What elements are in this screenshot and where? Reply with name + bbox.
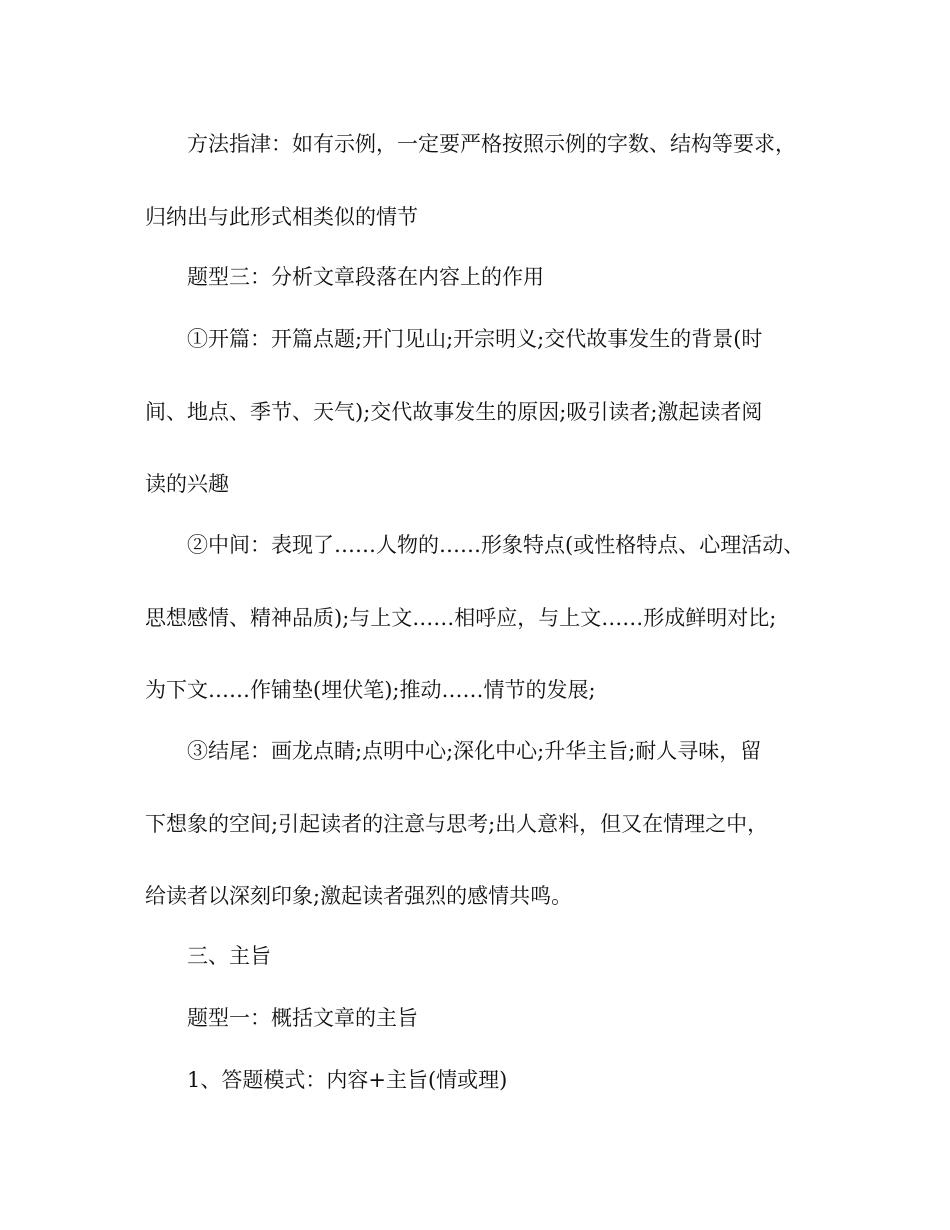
paragraph-opening-continued: 间、地点、季节、天气);交代故事发生的原因;吸引读者;激起读者阅 <box>145 400 763 424</box>
heading-question-type-one: 题型一：概括文章的主旨 <box>187 1006 418 1030</box>
paragraph-ending: ③结尾：画龙点睛;点明中心;深化中心;升华主旨;耐人寻味，留 <box>187 739 762 763</box>
heading-question-type-three: 题型三：分析文章段落在内容上的作用 <box>187 265 544 289</box>
paragraph-middle: ②中间：表现了……人物的……形象特点(或性格特点、心理活动、 <box>187 533 805 557</box>
paragraph-middle-continued: 思想感情、精神品质);与上文……相呼应，与上文……形成鲜明对比; <box>145 606 777 630</box>
paragraph-middle-end: 为下文……作铺垫(埋伏笔);推动……情节的发展; <box>145 678 596 702</box>
paragraph-ending-end: 给读者以深刻印象;激起读者强烈的感情共鸣。 <box>145 884 573 908</box>
paragraph-ending-continued: 下想象的空间;引起读者的注意与思考;出人意料，但又在情理之中， <box>145 812 769 836</box>
section-heading-theme: 三、主旨 <box>187 944 271 968</box>
paragraph-method-tip: 方法指津：如有示例，一定要严格按照示例的字数、结构等要求， <box>187 132 796 156</box>
paragraph-opening-end: 读的兴趣 <box>145 472 229 496</box>
paragraph-answer-pattern: 1、答题模式：内容+主旨(情或理) <box>187 1068 508 1092</box>
paragraph-opening: ①开篇：开篇点题;开门见山;开宗明义;交代故事发生的背景(时 <box>187 327 763 351</box>
paragraph-method-tip-continued: 归纳出与此形式相类似的情节 <box>145 205 418 229</box>
